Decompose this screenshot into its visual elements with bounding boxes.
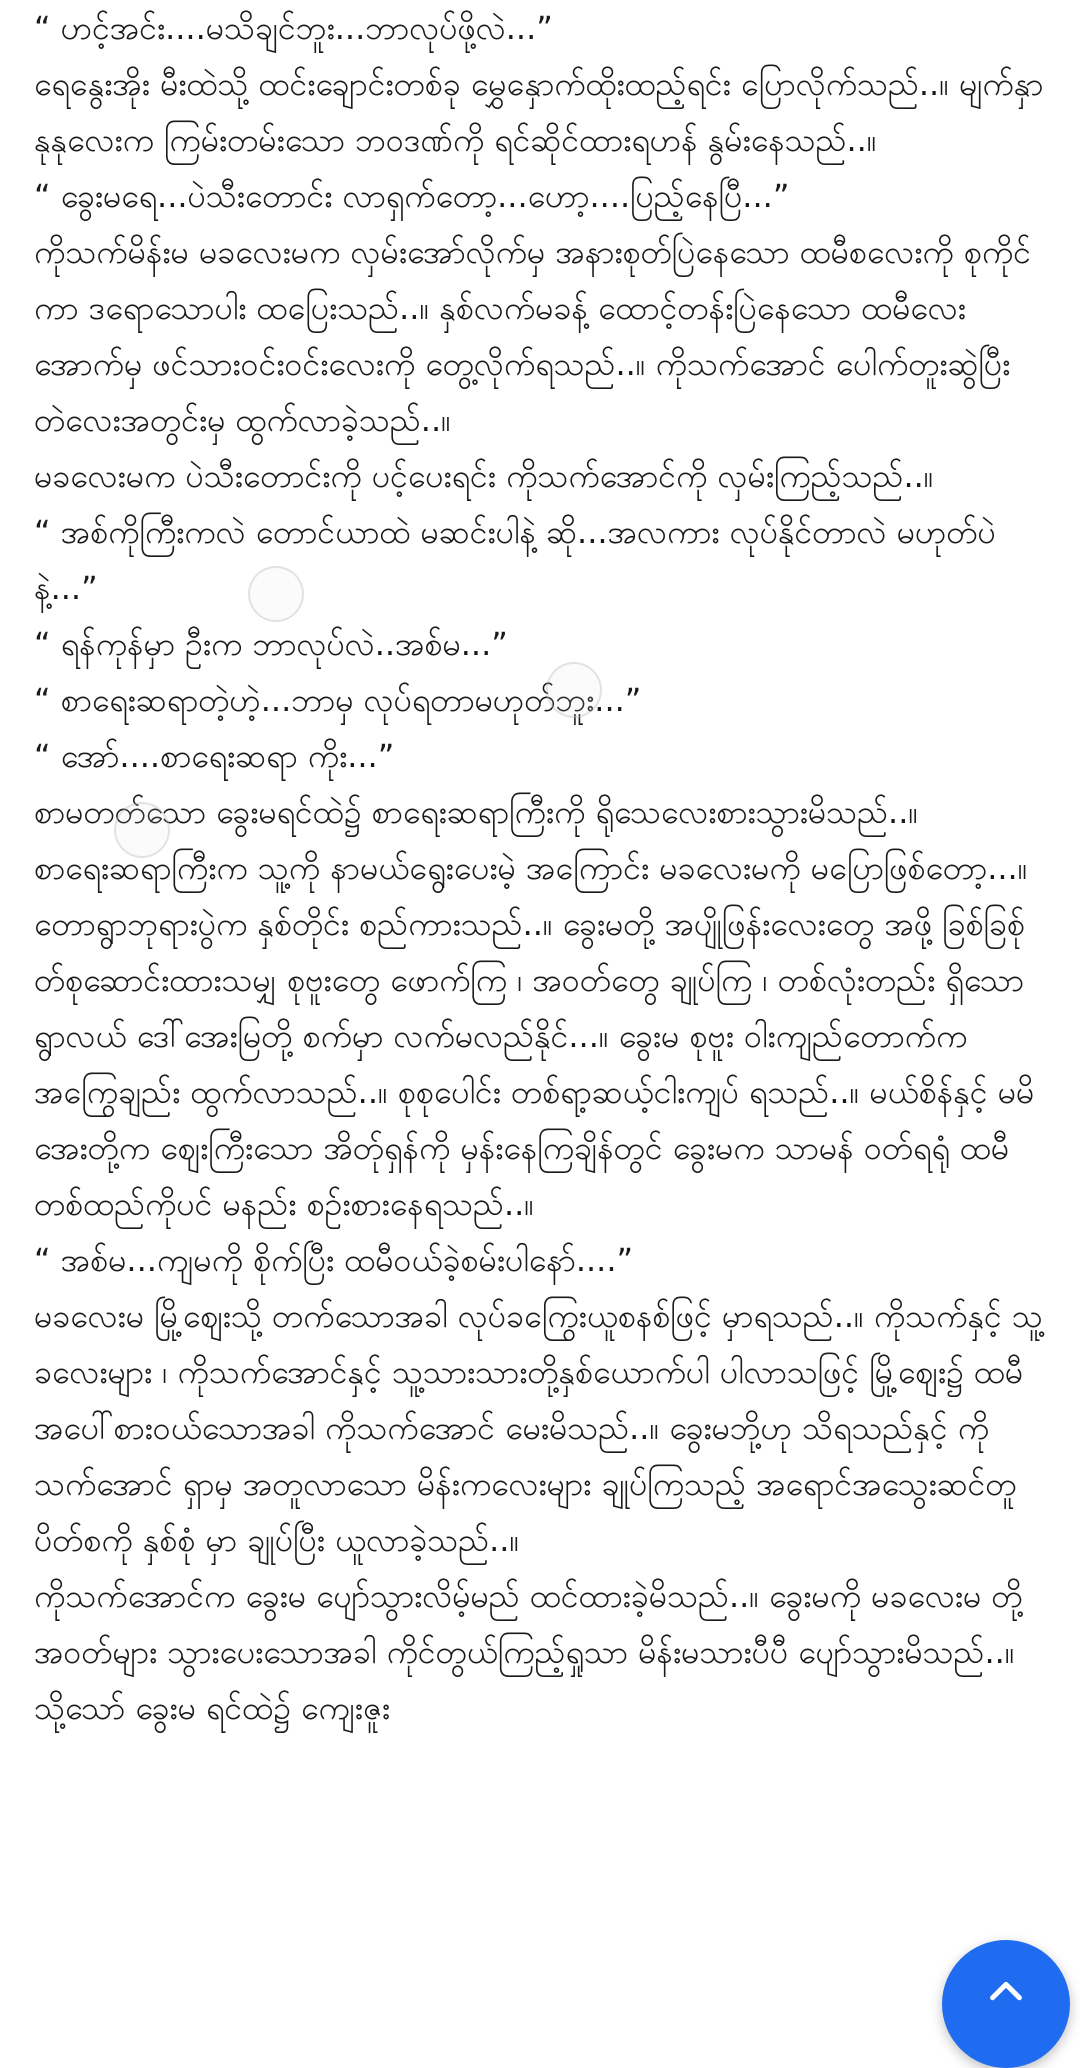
story-paragraph: စာမတတ်သော ခွေးမရင်ထဲ၌ စာရေးဆရာကြီးကို ရိုသေလေးစားသွားမိသည်..။ စာရေးဆရာကြီးက သူ့ကို နာမယ်ရွေးပေးမဲ့ အကြောင်း မခလေးမကို မပြောဖြစ်တော့...။ (34, 793, 1028, 887)
story-paragraph: မခလေးမ မြို့ဈေးသို့ တက်သောအခါ လုပ်ခကြွေးယူစနစ်ဖြင့် မှာရသည်..။ ကိုသက်နှင့် သူ့ခလေးများ ၊ ကိုသက်အောင်နှင့် သူ့သားသားတို့နှစ်ယောက်ပါ ပါလာသဖြင့် မြို့ဈေး၌ ထမီ အပေါ်စားဝယ်သောအခါ ကိုသက်အောင် မေးမိသည်..။ ခွေးမဘို့ဟု သိရသည်နှင့် ကိုသက်အောင် ရှာမှ အတူလာသော မိန်းကလေးများ ချုပ်ကြသည့် အရောင်အသွေးဆင်တူ ပိတ်စကို နှစ်စုံ မှာ ချုပ်ပြီး ယူလာခဲ့သည်..။ (34, 1297, 1043, 1559)
scroll-to-top-button[interactable] (942, 1940, 1070, 2068)
story-paragraph: မခလေးမက ပဲသီးတောင်းကို ပင့်ပေးရင်း ကိုသက်အောင်ကို လှမ်းကြည့်သည်..။ (34, 457, 934, 495)
story-paragraph: ကိုသက်အောင်က ခွေးမ ပျော်သွားလိမ့်မည် ထင်ထားခဲ့မိသည်..။ ခွေးမကို မခလေးမ တို့ အဝတ်များ သွားပေးသောအခါ ကိုင်တွယ်ကြည့်ရှုသာ မိန်းမသားပီပီ ပျော်သွားမိသည်..။ သို့သော် ခွေးမ ရင်ထဲ၌ ကျေးဇူး (34, 1577, 1023, 1727)
story-paragraph: “ အစ်ကိုကြီးကလဲ တောင်ယာထဲ မဆင်းပါနဲ့ ဆို...အလကား လုပ်နိုင်တာလဲ မဟုတ်ပဲနဲ့...” (34, 513, 996, 607)
touch-ripple (546, 662, 602, 718)
story-paragraph: ရေနွေးအိုး မီးထဲသို့ ထင်းချောင်းတစ်ခု မွှေနှောက်ထိုးထည့်ရင်း ပြောလိုက်သည်..။ မျက်နှာနုနုလေးက ကြမ်းတမ်းသော ဘဝဒဏ်ကို ရင်ဆိုင်ထားရဟန် နွမ်းနေသည်..။ (34, 65, 1044, 159)
story-paragraph: “ စာရေးဆရာတဲ့ဟဲ့...ဘာမှ လုပ်ရတာမဟုတ်ဘူး...” (34, 681, 642, 719)
story-paragraph: တောရွာဘုရားပွဲက နှစ်တိုင်း စည်ကားသည်..။ ခွေးမတို့ အပျိုဖြန်းလေးတွေ အဖို့ ခြစ်ခြစ်ုတ်စုဆောင်းထားသမျှ စုဗူးတွေ ဖောက်ကြ ၊ အဝတ်တွေ ချုပ်ကြ ၊ တစ်လုံးတည်း ရှိသော ရွာလယ် ဒေါ်အေးမြတို့ စက်မှာ လက်မလည်နိုင်...။ ခွေးမ စုဗူး ဝါးကျည်တောက်က အကြွေချည်း ထွက်လာသည်..။ စုစုပေါင်း တစ်ရာ့ဆယ့်ငါးကျပ် ရသည်..။ မယ်စိန်နှင့် မမိအေးတို့က ဈေးကြီးသော အိတ်ုရှန်ကို မှန်းနေကြချိန်တွင် ခွေးမက သာမန် ဝတ်ရရုံ ထမီတစ်ထည်ကိုပင် မနည်း စဉ်းစားနေရသည်..။ (34, 905, 1035, 1223)
story-paragraph: ကိုသက်မိန်းမ မခလေးမက လှမ်းအော်လိုက်မှ အနားစုတ်ပြဲနေသော ထမီစလေးကို စုကိုင်ကာ ဒရောသောပါး ထပြေးသည်..။ နှစ်လက်မခန့် ထောင့်တန်းပြဲနေသော ထမီလေးအောက်မှ ဖင်သားဝင်းဝင်းလေးကို တွေ့လိုက်ရသည်..။ ကိုသက်အောင် ပေါက်တူးဆွဲပြီး တဲလေးအတွင်းမှ ထွက်လာခဲ့သည်..။ (34, 233, 1031, 439)
chevron-up-icon (983, 1969, 1029, 2015)
touch-ripple (114, 802, 170, 858)
story-paragraph: “ ခွေးမရေ...ပဲသီးတောင်း လာရှက်တော့...ဟော့....ပြည့်နေပြီ...” (34, 177, 790, 215)
story-paragraph: “ အော်....စာရေးဆရာ ကိုး...” (34, 737, 395, 775)
story-paragraph: “ ရန်ကုန်မှာ ဦးက ဘာလုပ်လဲ..အစ်မ...” (34, 625, 508, 663)
story-paragraph: “ ဟင့်အင်း....မသိချင်ဘူး...ဘာလုပ်ဖို့လဲ...” (34, 9, 553, 47)
touch-ripple (248, 566, 304, 622)
story-paragraph: “ အစ်မ...ကျမကို စိုက်ပြီး ထမီဝယ်ခဲ့စမ်းပါနော်....” (34, 1241, 634, 1279)
